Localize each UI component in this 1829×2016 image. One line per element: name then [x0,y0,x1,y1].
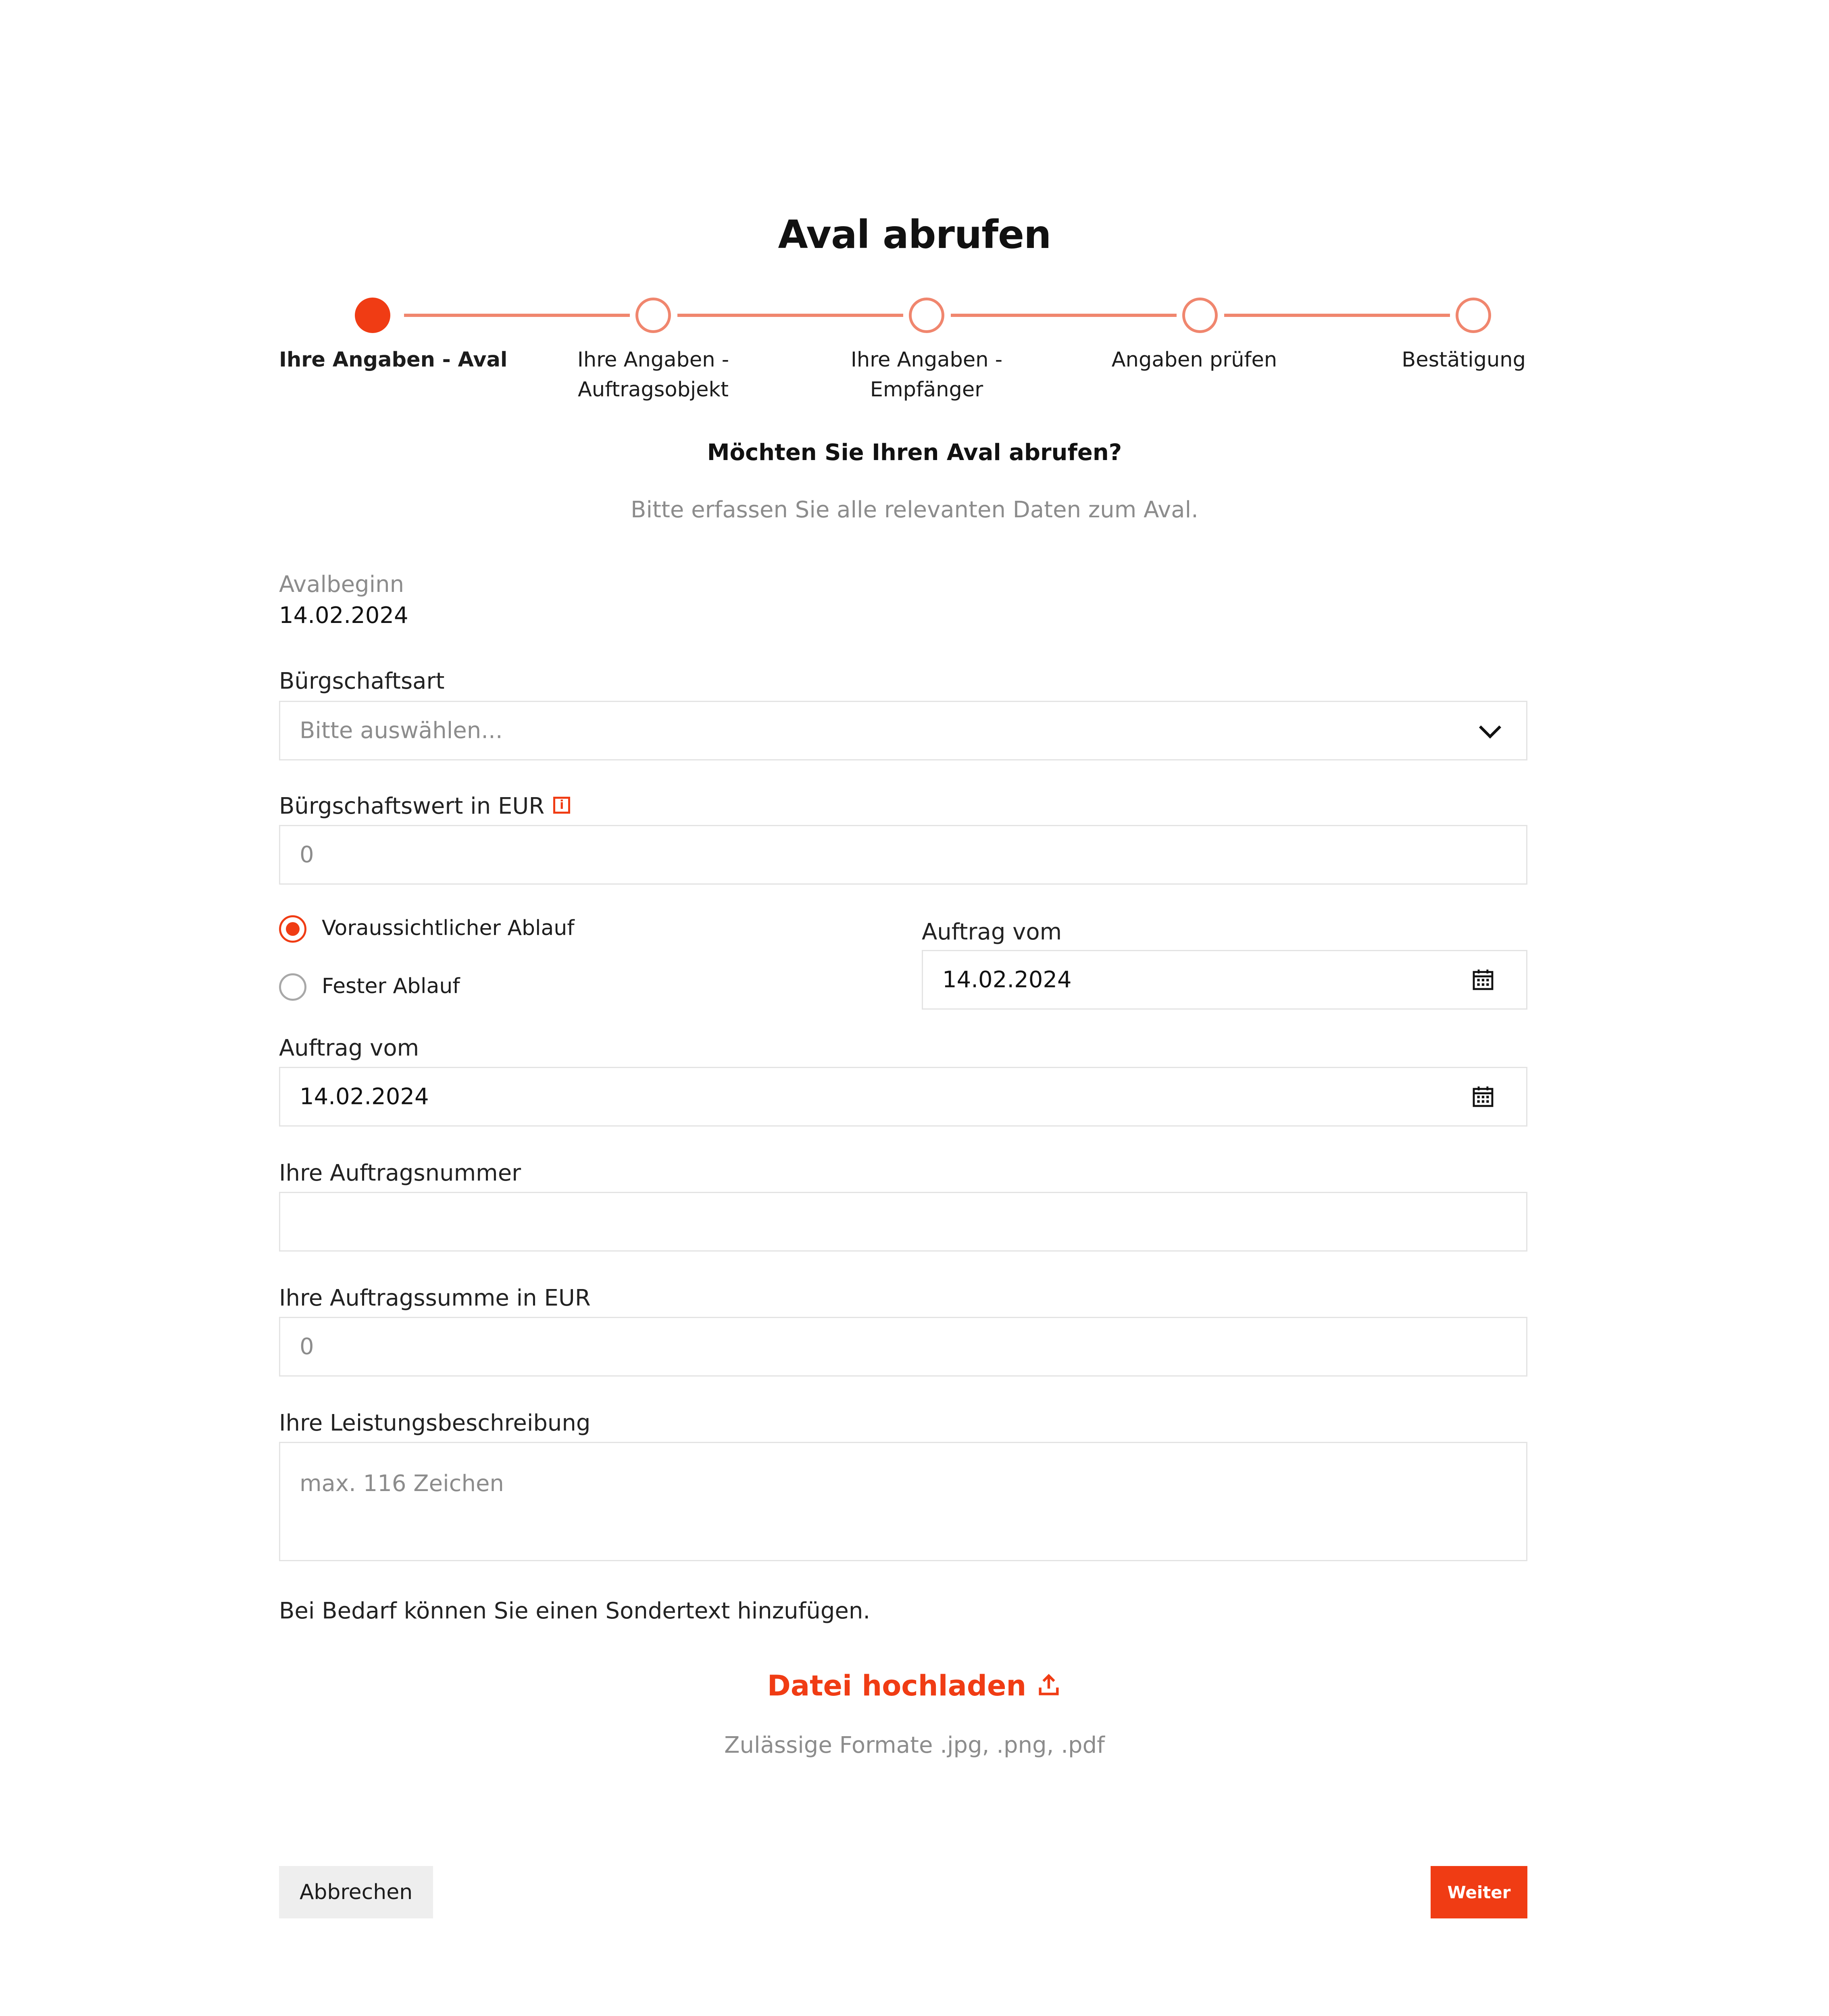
auftrag-vom-value: 14.02.2024 [300,1083,429,1110]
sondertext-hint: Bei Bedarf können Sie einen Sondertext hinzufügen. [279,1598,871,1624]
step-4-label-text: Angaben prüfen [1111,348,1277,372]
ablauf-datum-input[interactable] [922,950,1527,1010]
progress-stepper [0,0,1829,423]
step-3-indicator [909,298,944,333]
stepper-line [1224,314,1450,317]
radio-fester-ablauf[interactable] [279,973,306,1001]
radio-fester-ablauf-label[interactable]: Fester Ablauf [322,974,460,998]
buergschaftsart-placeholder: Bitte auswählen... [300,717,503,744]
cancel-button[interactable]: Abbrechen [279,1866,433,1918]
calendar-icon[interactable] [1471,1085,1495,1108]
step-3-label [851,345,1002,405]
step-4-indicator [1182,298,1218,333]
auftragsnummer-input[interactable] [279,1192,1527,1252]
leistungsbeschreibung-textarea[interactable] [279,1442,1527,1561]
buergschaftswert-placeholder: 0 [300,841,314,868]
stepper-line [404,314,630,317]
step-2-label-line1: Ihre Angaben - [577,348,729,372]
chevron-down-icon [1479,716,1501,739]
radio-voraussichtlicher-ablauf[interactable] [279,915,306,943]
step-1-label-text: Ihre Angaben - Aval [279,348,508,372]
intro-question: Möchten Sie Ihren Aval abrufen? [707,439,1122,466]
step-2-label [577,345,729,405]
next-button[interactable]: Weiter [1431,1866,1527,1918]
upload-link[interactable] [0,1669,1829,1702]
step-3-label-line2: Empfänger [870,378,983,402]
buergschaftswert-label-row [279,793,570,820]
buergschaftsart-select[interactable] [279,701,1527,760]
avalbeginn-value: 14.02.2024 [279,602,408,629]
leistungsbeschreibung-placeholder: max. 116 Zeichen [300,1470,504,1497]
auftragssumme-label: Ihre Auftragssumme in EUR [279,1285,591,1311]
buergschaftsart-label: Bürgschaftsart [279,668,445,694]
upload-formats: Zulässige Formate .jpg, .png, .pdf [724,1732,1105,1758]
upload-icon[interactable] [1036,1672,1062,1698]
auftragsnummer-label: Ihre Auftragsnummer [279,1160,521,1186]
avalbeginn-label: Avalbeginn [279,571,404,598]
intro-subtitle: Bitte erfassen Sie alle relevanten Daten zum Aval. [631,497,1198,523]
calendar-icon[interactable] [1471,968,1495,991]
step-5-indicator [1456,298,1491,333]
page-title: Aval abrufen [778,212,1051,257]
ablauf-datum-value: 14.02.2024 [942,966,1072,993]
stepper-line [951,314,1177,317]
upload-label[interactable]: Datei hochladen [767,1669,1027,1702]
auftragssumme-input[interactable] [279,1317,1527,1377]
auftragssumme-placeholder: 0 [300,1333,314,1360]
step-5-label [1402,345,1526,375]
step-2-label-line2: Auftragsobjekt [577,378,729,402]
buergschaftswert-label: Bürgschaftswert in EUR [279,793,545,819]
auftrag-vom-input[interactable] [279,1067,1527,1127]
step-1-label [279,345,507,375]
info-icon[interactable]: i [553,797,570,814]
step-3-label-line1: Ihre Angaben - [850,348,1003,372]
step-1-indicator [355,298,390,333]
leistungsbeschreibung-label: Ihre Leistungsbeschreibung [279,1410,591,1436]
buergschaftswert-input[interactable] [279,825,1527,885]
step-5-label-text: Bestätigung [1402,348,1526,372]
step-2-indicator [635,298,671,333]
radio-voraussichtlicher-ablauf-label[interactable]: Voraussichtlicher Ablauf [322,916,575,940]
ablauf-datum-label: Auftrag vom [922,919,1062,945]
step-4-label [1112,345,1277,375]
auftrag-vom-label: Auftrag vom [279,1035,419,1061]
stepper-line [677,314,903,317]
